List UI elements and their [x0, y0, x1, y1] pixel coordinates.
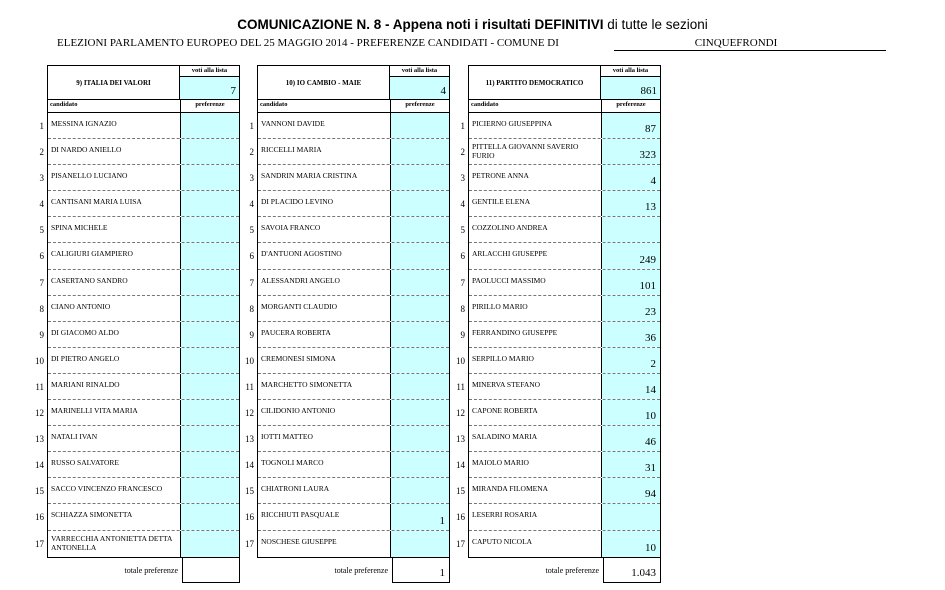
preferences-cell: [180, 400, 239, 425]
table-row: [39, 165, 239, 191]
table-row: [249, 322, 449, 348]
candidate-number: 4: [249, 199, 254, 210]
table-row: [245, 400, 449, 426]
candidate-col-label: candidato: [260, 101, 288, 108]
candidate-number: 5: [249, 225, 254, 236]
table-row: [456, 374, 660, 400]
preferences-cell: [390, 531, 449, 557]
candidate-number: 6: [249, 251, 254, 262]
table-row: [245, 531, 449, 557]
table-row: [35, 531, 239, 557]
list-votes-cell: [179, 66, 239, 99]
column-header: [468, 100, 661, 113]
candidate-number: 14: [35, 460, 44, 471]
candidate-number: 11: [245, 381, 254, 392]
candidate-number: 3: [249, 173, 254, 184]
candidate-number: 3: [460, 173, 465, 184]
candidate-col-label: candidato: [50, 101, 78, 108]
preferences-cell: [180, 243, 239, 268]
table-row: [245, 452, 449, 478]
candidate-name: PETRONE ANNA: [472, 171, 529, 181]
preferences-cell: [390, 452, 449, 477]
table-row: [245, 478, 449, 504]
candidate-name: MARCHETTO SIMONETTA: [261, 379, 353, 389]
list-header: [468, 65, 661, 100]
total-row: [257, 557, 450, 583]
candidate-rows: [456, 113, 661, 558]
table-row: [249, 113, 449, 139]
preferences-cell: [180, 113, 239, 138]
table-row: [460, 296, 660, 322]
candidate-number: 7: [39, 277, 44, 288]
candidate-name: SACCO VINCENZO FRANCESCO: [51, 484, 163, 494]
candidate-name: CILIDONIO ANTONIO: [261, 406, 336, 416]
table-row: [35, 478, 239, 504]
list-header: [47, 65, 240, 100]
candidate-number: 17: [35, 538, 44, 549]
preferences-cell: [601, 270, 660, 295]
table-row: [39, 191, 239, 217]
candidate-name: CANTISANI MARIA LUISA: [51, 197, 142, 207]
list-name: 10) IO CAMBIO - MAIE: [285, 78, 362, 87]
list-votes-value: 7: [230, 85, 236, 97]
candidate-name: SALADINO MARIA: [472, 432, 538, 442]
candidate-name: MESSINA IGNAZIO: [51, 119, 117, 128]
candidate-number: 10: [245, 355, 254, 366]
table-row: [456, 348, 660, 374]
preferences-cell: [601, 296, 660, 321]
preferences-cell: [390, 191, 449, 216]
preferences-value: 10: [645, 541, 656, 554]
table-row: [460, 243, 660, 269]
candidate-name: MARINELLI VITA MARIA: [51, 406, 138, 416]
candidate-name: CAPONE ROBERTA: [472, 406, 538, 416]
candidate-number: 17: [456, 538, 465, 549]
candidate-name: PICIERNO GIUSEPPINA: [472, 119, 553, 128]
preferences-cell: [601, 191, 660, 216]
candidate-number: 4: [39, 199, 44, 210]
preferences-cell: [601, 531, 660, 557]
candidate-number: 5: [39, 225, 44, 236]
table-row: [35, 374, 239, 400]
list-name: 11) PARTITO DEMOCRATICO: [485, 78, 584, 87]
table-row: [249, 296, 449, 322]
candidate-number: 14: [245, 460, 254, 471]
candidate-number: 10: [456, 355, 465, 366]
preferences-cell: [601, 243, 660, 268]
candidate-name: SPINA MICHELE: [51, 223, 108, 233]
table-row: [39, 139, 239, 165]
candidate-name: RUSSO SALVATORE: [51, 458, 120, 468]
preferences-value: 249: [639, 253, 656, 266]
preferences-cell: [180, 217, 239, 242]
preferences-cell: [601, 478, 660, 503]
table-row: [245, 504, 449, 530]
preferences-cell: [180, 452, 239, 477]
candidate-number: 7: [249, 277, 254, 288]
candidate-number: 12: [35, 408, 44, 419]
candidate-number: 4: [460, 199, 465, 210]
table-row: [456, 531, 660, 557]
table-row: [456, 478, 660, 504]
candidate-rows: [35, 113, 240, 558]
candidate-number: 17: [245, 538, 254, 549]
comune-field: CINQUEFRONDI: [614, 37, 886, 51]
list-votes-label: voti alla lista: [390, 66, 449, 77]
candidate-name: DI PIETRO ANGELO: [51, 353, 120, 363]
preferences-value: 10: [645, 410, 656, 423]
table-row: [456, 426, 660, 452]
candidate-number: 16: [456, 512, 465, 523]
total-label: totale preferenze: [124, 565, 178, 575]
total-row: [47, 557, 240, 583]
preferences-cell: [180, 139, 239, 164]
preferences-cell: [601, 348, 660, 373]
candidate-name: ALESSANDRI ANGELO: [261, 275, 340, 285]
column-header: [47, 100, 240, 113]
candidate-number: 15: [245, 486, 254, 497]
table-row: [249, 270, 449, 296]
list-votes-cell: [389, 66, 449, 99]
total-cell: [182, 557, 240, 583]
table-row: [245, 374, 449, 400]
candidate-number: 11: [35, 381, 44, 392]
table-row: [249, 217, 449, 243]
column-header: [257, 100, 450, 113]
preferences-cell: [180, 374, 239, 399]
preferences-value: 101: [639, 279, 656, 292]
preferences-cell: [601, 217, 660, 242]
preferences-cell: [390, 243, 449, 268]
list-votes-value: 4: [440, 85, 446, 97]
candidate-number: 8: [249, 303, 254, 314]
preferences-value: 4: [650, 175, 656, 188]
table-row: [249, 165, 449, 191]
total-cell: [392, 557, 450, 583]
preferences-cell: [601, 426, 660, 451]
preferences-cell: [390, 504, 449, 529]
table-row: [460, 113, 660, 139]
candidate-name: CALIGIURI GIAMPIERO: [51, 249, 133, 259]
candidate-name: ARLACCHI GIUSEPPE: [472, 249, 548, 259]
candidate-number: 2: [249, 147, 254, 158]
table-row: [35, 504, 239, 530]
candidate-name: MIRANDA FILOMENA: [472, 484, 549, 494]
list-header: [257, 65, 450, 100]
list-votes-value: 861: [640, 85, 657, 97]
preferences-cell: [390, 165, 449, 190]
candidate-number: 8: [460, 303, 465, 314]
preferences-cell: [180, 296, 239, 321]
candidate-number: 2: [39, 147, 44, 158]
preferences-cell: [390, 139, 449, 164]
candidate-number: 1: [460, 121, 465, 131]
candidate-number: 10: [35, 355, 44, 366]
table-row: [460, 217, 660, 243]
table-row: [39, 270, 239, 296]
table-row: [39, 217, 239, 243]
candidate-name: TOGNOLI MARCO: [261, 458, 324, 468]
preferences-cell: [601, 165, 660, 190]
candidate-number: 6: [460, 251, 465, 262]
preferences-cell: [390, 478, 449, 503]
preferences-cell: [601, 452, 660, 477]
preferences-value: 323: [639, 149, 656, 162]
preferences-cell: [390, 348, 449, 373]
candidate-name: PAUCERA ROBERTA: [261, 327, 331, 337]
total-value: 1: [439, 566, 445, 579]
candidate-name: MORGANTI CLAUDIO: [261, 301, 338, 311]
candidate-name: SANDRIN MARIA CRISTINA: [261, 171, 358, 181]
preferences-value: 14: [645, 384, 656, 397]
table-row: [456, 452, 660, 478]
table-row: [456, 504, 660, 530]
candidate-name: DI PLACIDO LEVINO: [261, 197, 334, 207]
table-row: [35, 426, 239, 452]
candidate-number: 8: [39, 303, 44, 314]
candidate-name: CHIATRONI LAURA: [261, 484, 330, 494]
preferences-value: 36: [645, 331, 656, 344]
candidate-name: NOSCHESE GIUSEPPE: [261, 536, 337, 546]
table-row: [35, 452, 239, 478]
candidate-name: CAPUTO NICOLA: [472, 536, 533, 546]
table-row: [460, 270, 660, 296]
preferences-cell: [180, 270, 239, 295]
page-title: COMUNICAZIONE N. 8 - Appena noti i risultati DEFINITIVI di tutte le sezioni: [237, 17, 708, 32]
candidate-name: IOTTI MATTEO: [261, 432, 313, 442]
preferences-cell: [601, 504, 660, 529]
preferences-value: 94: [645, 488, 656, 501]
preferences-cell: [180, 191, 239, 216]
candidate-name: CREMONESI SIMONA: [261, 353, 336, 363]
total-label: totale preferenze: [334, 565, 388, 575]
candidate-name: PITTELLA GIOVANNI SAVERIO FURIO: [472, 142, 579, 161]
preferences-cell: [390, 400, 449, 425]
preferences-cell: [390, 426, 449, 451]
candidate-name: PIRILLO MARIO: [472, 301, 528, 311]
candidate-name: CIANO ANTONIO: [51, 301, 111, 311]
table-row: [249, 139, 449, 165]
preferences-value: 87: [645, 123, 656, 136]
candidate-name: NATALI IVAN: [51, 432, 98, 442]
list-votes-label: voti alla lista: [601, 66, 660, 77]
list-votes-cell: [600, 66, 660, 99]
preferences-col-label: preferenze: [601, 100, 660, 112]
candidate-number: 13: [35, 434, 44, 445]
candidate-number: 9: [39, 329, 44, 340]
preferences-value: 2: [650, 357, 656, 370]
candidate-number: 16: [35, 512, 44, 523]
candidate-name: DI NARDO ANIELLO: [51, 145, 122, 155]
candidate-name: SCHIAZZA SIMONETTA: [51, 510, 133, 520]
table-row: [39, 322, 239, 348]
preferences-cell: [180, 531, 239, 557]
candidate-name: GENTILE ELENA: [472, 197, 531, 207]
table-row: [35, 400, 239, 426]
table-row: [39, 243, 239, 269]
total-cell: [603, 557, 661, 583]
candidate-number: 12: [245, 408, 254, 419]
candidate-name: RICCELLI MARIA: [261, 145, 322, 155]
candidate-name: MAIOLO MARIO: [472, 458, 529, 468]
candidate-name: COZZOLINO ANDREA: [472, 223, 548, 233]
candidate-name: PISANELLO LUCIANO: [51, 171, 128, 181]
preferences-cell: [180, 478, 239, 503]
list-votes-label: voti alla lista: [180, 66, 239, 77]
candidate-number: 1: [249, 121, 254, 131]
candidate-number: 9: [249, 329, 254, 340]
preferences-value: 1: [439, 514, 445, 527]
table-row: [460, 139, 660, 165]
candidate-name: FERRANDINO GIUSEPPE: [472, 327, 558, 337]
table-row: [249, 191, 449, 217]
candidate-number: 15: [35, 486, 44, 497]
candidate-name: LESERRI ROSARIA: [472, 510, 538, 520]
preferences-cell: [601, 139, 660, 164]
candidate-number: 5: [460, 225, 465, 236]
candidate-name: SAVOIA FRANCO: [261, 223, 321, 233]
preferences-value: 13: [645, 201, 656, 214]
preferences-cell: [390, 374, 449, 399]
preferences-cell: [390, 113, 449, 138]
candidate-number: 2: [460, 147, 465, 158]
candidate-number: 6: [39, 251, 44, 262]
candidate-number: 15: [456, 486, 465, 497]
candidate-number: 1: [39, 121, 44, 131]
preferences-cell: [601, 113, 660, 138]
preferences-value: 31: [645, 462, 656, 475]
candidate-name: MARIANI RINALDO: [51, 379, 120, 389]
table-row: [460, 165, 660, 191]
preferences-value: 46: [645, 436, 656, 449]
candidate-name: DI GIACOMO ALDO: [51, 327, 119, 337]
table-row: [460, 322, 660, 348]
candidate-name: PAOLUCCI MASSIMO: [472, 275, 546, 285]
candidate-number: 14: [456, 460, 465, 471]
candidate-number: 12: [456, 408, 465, 419]
page-subtitle: ELEZIONI PARLAMENTO EUROPEO DEL 25 MAGGIO 2014 - PREFERENZE CANDIDATI - COMUNE DI: [57, 37, 559, 49]
preferences-cell: [180, 426, 239, 451]
candidate-name: D'ANTUONI AGOSTINO: [261, 249, 342, 259]
candidate-number: 7: [460, 277, 465, 288]
table-row: [35, 348, 239, 374]
candidate-number: 16: [245, 512, 254, 523]
table-row: [245, 426, 449, 452]
table-row: [456, 400, 660, 426]
preferences-col-label: preferenze: [180, 100, 239, 112]
preferences-value: 23: [645, 305, 656, 318]
table-row: [460, 191, 660, 217]
preferences-cell: [180, 322, 239, 347]
candidate-number: 13: [245, 434, 254, 445]
candidate-number: 9: [460, 329, 465, 340]
preferences-cell: [601, 374, 660, 399]
candidate-number: 13: [456, 434, 465, 445]
preferences-cell: [390, 270, 449, 295]
table-row: [249, 243, 449, 269]
total-row: [468, 557, 661, 583]
preferences-cell: [390, 322, 449, 347]
candidate-rows: [245, 113, 450, 558]
preferences-cell: [601, 400, 660, 425]
candidate-name: VANNONI DAVIDE: [261, 119, 325, 128]
list-name: 9) ITALIA DEI VALORI: [76, 78, 151, 87]
candidate-name: VARRECCHIA ANTONIETTA DETTA ANTONELLA: [51, 533, 173, 552]
preferences-cell: [390, 296, 449, 321]
preferences-cell: [180, 165, 239, 190]
candidate-name: SERPILLO MARIO: [472, 353, 534, 363]
candidate-number: 3: [39, 173, 44, 184]
preferences-col-label: preferenze: [390, 100, 449, 112]
candidate-number: 11: [456, 381, 465, 392]
preferences-cell: [180, 504, 239, 529]
preferences-cell: [180, 348, 239, 373]
table-row: [39, 296, 239, 322]
candidate-name: CASERTANO SANDRO: [51, 275, 128, 285]
total-value: 1.043: [631, 566, 656, 579]
candidate-col-label: candidato: [471, 101, 499, 108]
preferences-cell: [601, 322, 660, 347]
candidate-name: RICCHIUTI PASQUALE: [261, 510, 340, 520]
candidate-name: MINERVA STEFANO: [472, 379, 541, 389]
table-row: [39, 113, 239, 139]
preferences-cell: [390, 217, 449, 242]
total-label: totale preferenze: [545, 565, 599, 575]
table-row: [245, 348, 449, 374]
